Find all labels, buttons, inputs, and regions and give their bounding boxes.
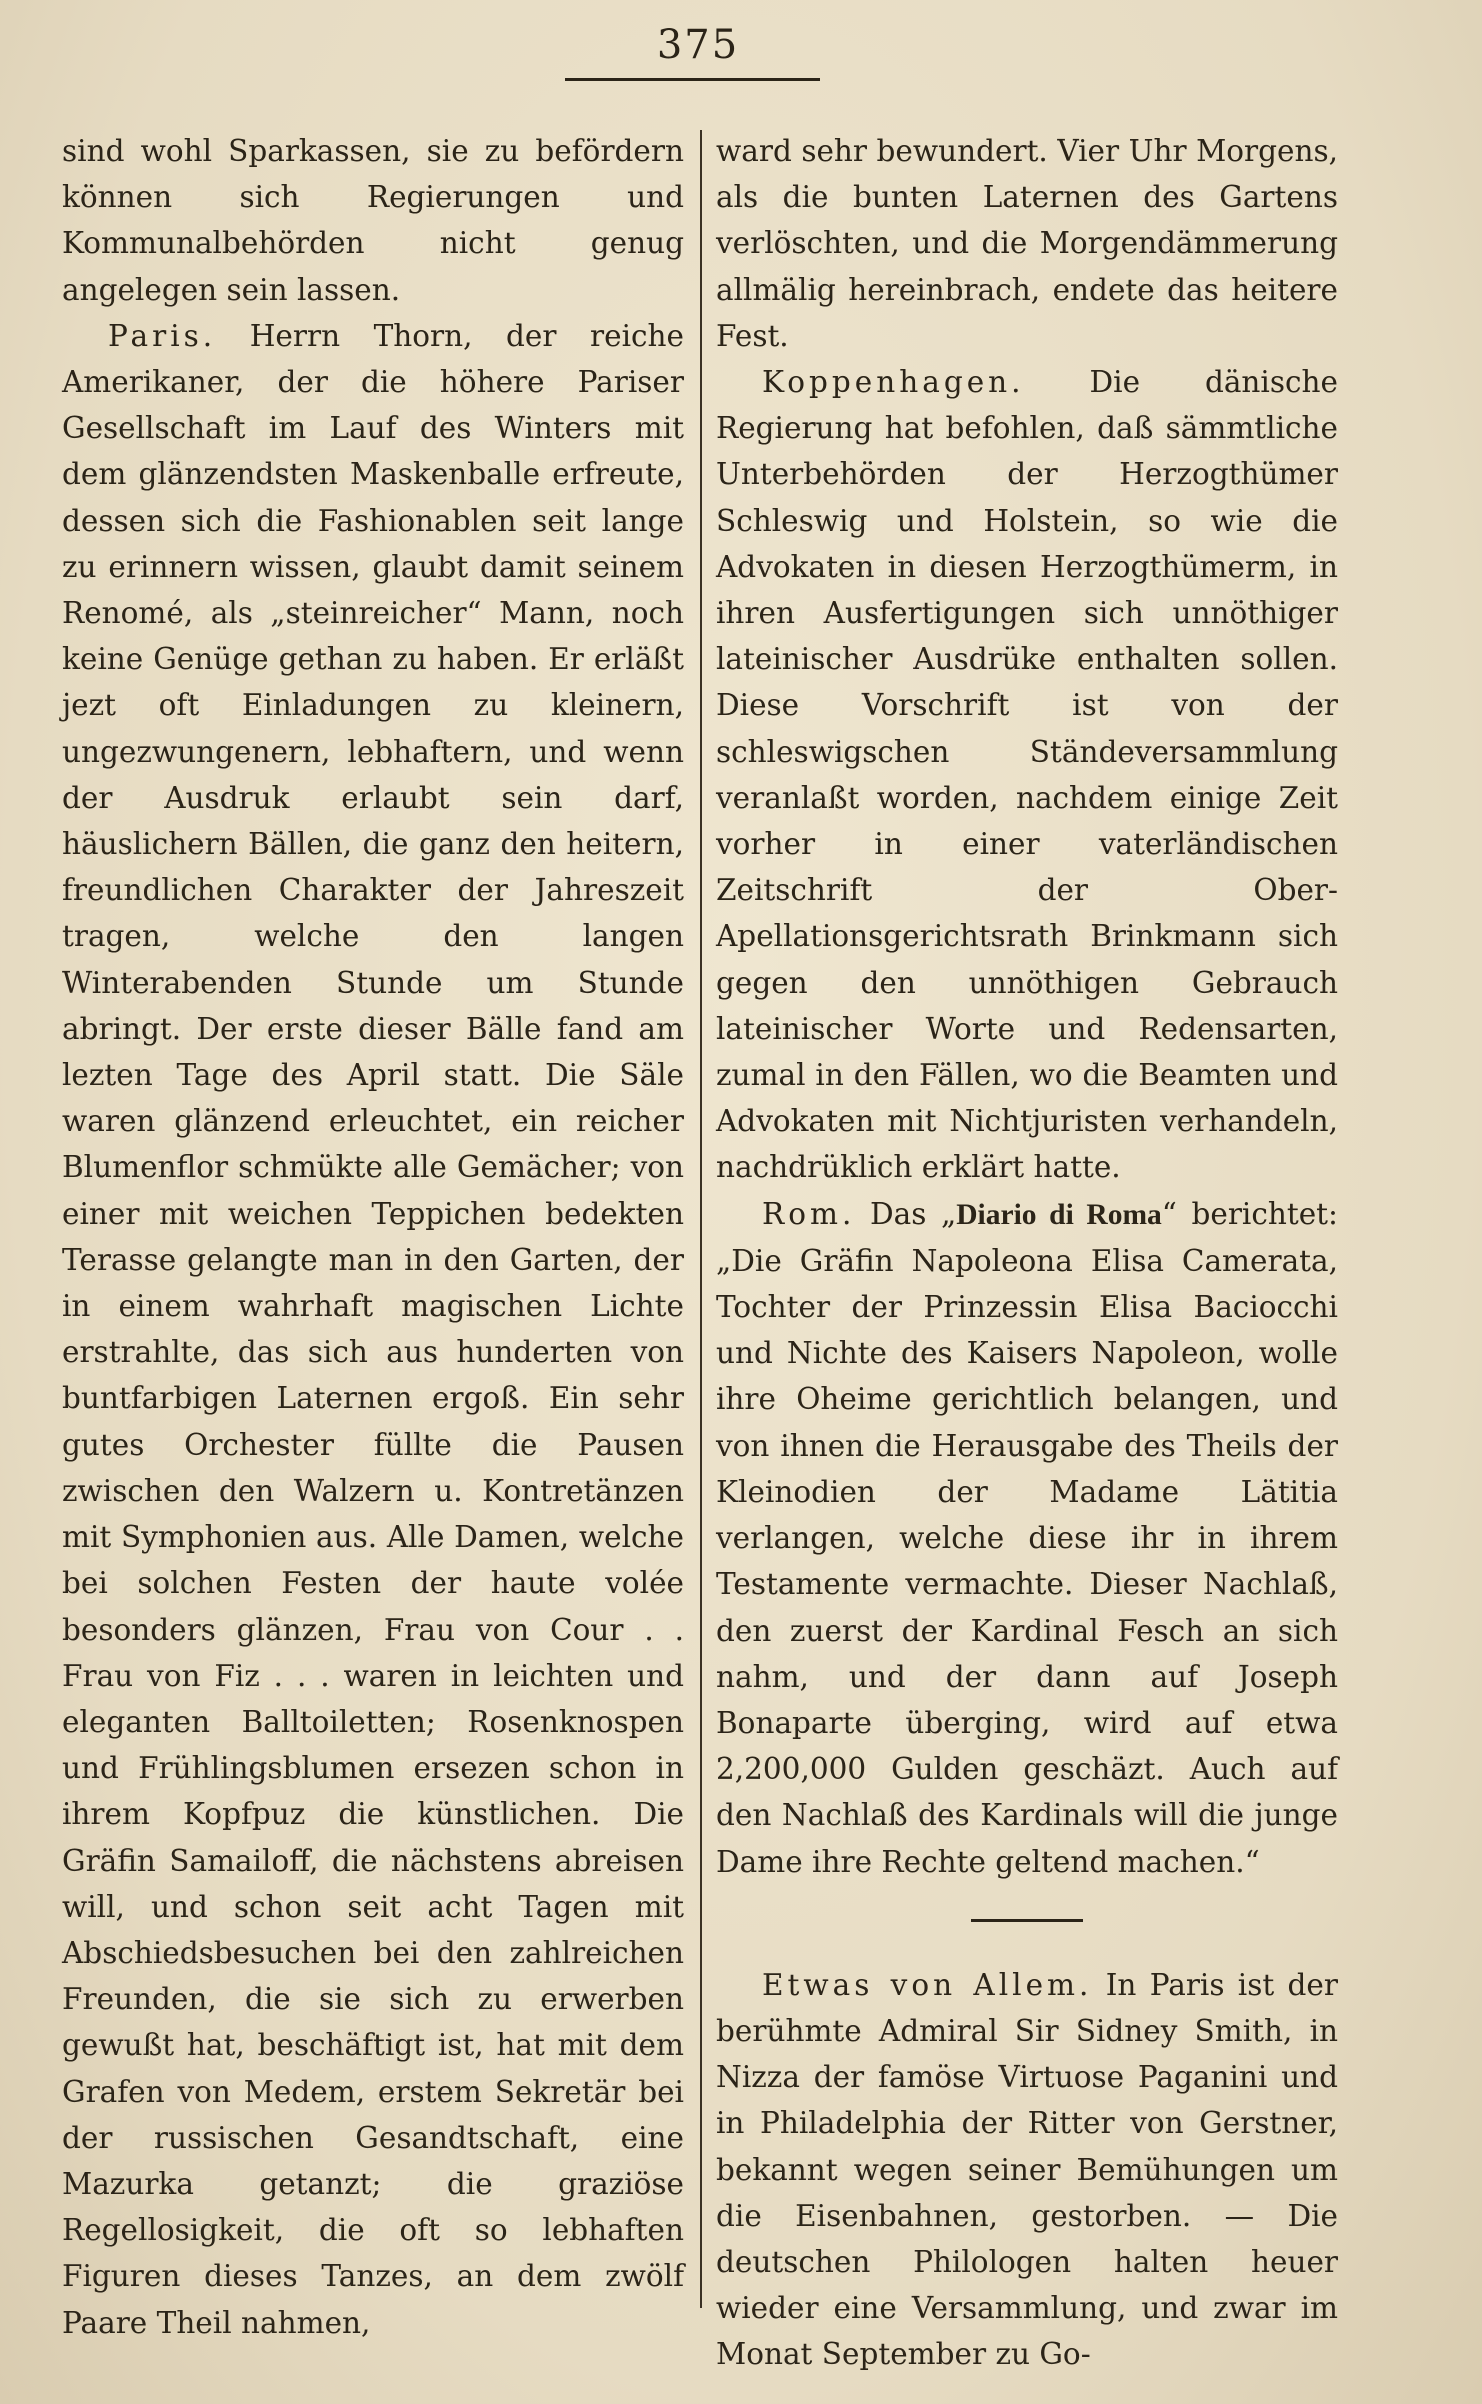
page-number: 375	[656, 22, 740, 68]
article-rom: Rom. Das „Diario di Roma“ berichtet: „Die Gräfin Napoleona Elisa Camerata, Tochter der Prinzessin Elisa Baciocchi und Nichte des Kaisers Napoleon, wolle ihre Oheime gerichtlich belangen, und von ihnen die Herausgabe des Theils der Kleinodien der Madame Lätitia verlangen, welche diese ihr in ihrem Testamente vermachte. Dieser Nachlaß, den zuerst der Kardinal Fesch an sich nahm, und der dann auf Joseph Bonaparte überging, wird auf etwa 2,200,000 Gulden geschäzt. Auch auf den Nachlaß des Kardinals will die junge Dame ihre Rechte geltend machen.“	[716, 1196, 1338, 1879]
article-paris-text: Herrn Thorn, der reiche Amerikaner, der die höhere Pariser Gesellschaft im Lauf des Winters mit dem glänzendsten Maskenballe erfreute, dessen sich die Fashionablen seit lange zu erinnern wissen, glaubt damit seinem Renomé, als „steinreicher“ Mann, noch keine Genüge gethan zu haben. Er erläßt jezt oft Einladungen zu kleinern, ungezwungenern, lebhaftern, und wenn der Ausdruk erlaubt sein darf, häuslichern Bällen, die ganz den heitern, freundlichen Charakter der Jahreszeit tragen, welche den langen Winterabenden Stunde um Stunde abringt. Der erste dieser Bälle fand am lezten Tage des April statt. Die Säle waren glänzend erleuchtet, ein reicher Blumenflor schmükte alle Gemächer; von einer mit weichen Teppichen bedekten Terasse gelangte man in den Garten, der in einem wahrhaft magischen Lichte erstrahlte, das sich aus hunderten von buntfarbigen Laternen ergoß. Ein sehr gutes Orchester füllte die Pausen zwischen den Walzern u. Kontretänzen mit Symphonien aus. Alle Damen, welche bei solchen Festen der haute volée besonders glänzen, Frau von Cour . . Frau von Fiz . . . waren in leichten und eleganten Balltoiletten; Rosenknospen und Frühlingsblumen ersezen schon in ihrem Kopfpuz die künstlichen. Die Gräfin Samailoff, die nächstens abreisen will, und schon seit acht Tagen mit Abschiedsbesuchen bei den zahlreichen Freunden, die sie sich zu erwerben gewußt hat, beschäftigt ist, hat mit dem Grafen von Medem, erstem Sekretär bei der russischen Gesandtschaft, eine Mazurka getanzt; die graziöse Regellosigkeit, die oft so lebhaften Figuren dieses Tanzes, an dem zwölf Paare Theil nahmen,	[62, 318, 684, 2340]
article-paris-continued: ward sehr bewundert. Vier Uhr Morgens, als die bunten Laternen des Gartens verlöschten, und die Morgendämmerung allmälig hereinbrach, endete das heitere Fest.	[716, 134, 1338, 353]
article-miscellany	[716, 1962, 1338, 2378]
newspaper-title: Diario di Roma	[956, 1198, 1162, 1231]
section-title-etwas-von-allem: Etwas von Allem.	[762, 1967, 1093, 2002]
left-column	[62, 128, 684, 2346]
right-column	[716, 128, 1338, 2378]
article-continuation: sind wohl Sparkassen, sie zu befördern können sich Regierungen und Kommunalbehörden nicht genug angelegen sein lassen.	[62, 134, 684, 307]
article-paris	[62, 313, 684, 2346]
dateline-paris: Paris.	[108, 318, 217, 353]
article-miscellany-text: In Paris ist der berühmte Admiral Sir Sidney Smith, in Nizza der famöse Virtuose Paganini und in Philadelphia der Ritter von Gerstner, bekannt wegen seiner Bemühungen um die Eisenbahnen, gestorben. — Die deutschen Philologen halten heuer wieder eine Versammlung, und zwar im Monat September zu Go-	[716, 1967, 1338, 2372]
dateline-koppenhagen: Koppenhagen.	[762, 365, 1025, 400]
section-separator	[971, 1919, 1083, 1922]
article-koppenhagen	[716, 359, 1338, 1191]
article-koppenhagen-text: Die dänische Regierung hat befohlen, daß sämmtliche Unterbehörden der Herzogthümer Schleswig und Holstein, so wie die Advokaten in diesen Herzogthümerm, in ihren Ausfertigungen sich unnöthiger lateinischer Ausdrüke enthalten sollen. Diese Vorschrift ist von der schleswigschen Ständeversammlung veranlaßt worden, nachdem einige Zeit vorher in einer vaterländischen Zeitschrift der Ober-Apellationsgerichtsrath Brinkmann sich gegen den unnöthigen Gebrauch lateinischer Worte und Redensarten, zumal in den Fällen, wo die Beamten und Advokaten mit Nichtjuristen verhandeln, nachdrüklich erklärt hatte.	[716, 365, 1338, 1185]
column-divider	[700, 130, 702, 2308]
dateline-rom: Rom.	[762, 1196, 856, 1231]
header-rule	[565, 78, 820, 81]
